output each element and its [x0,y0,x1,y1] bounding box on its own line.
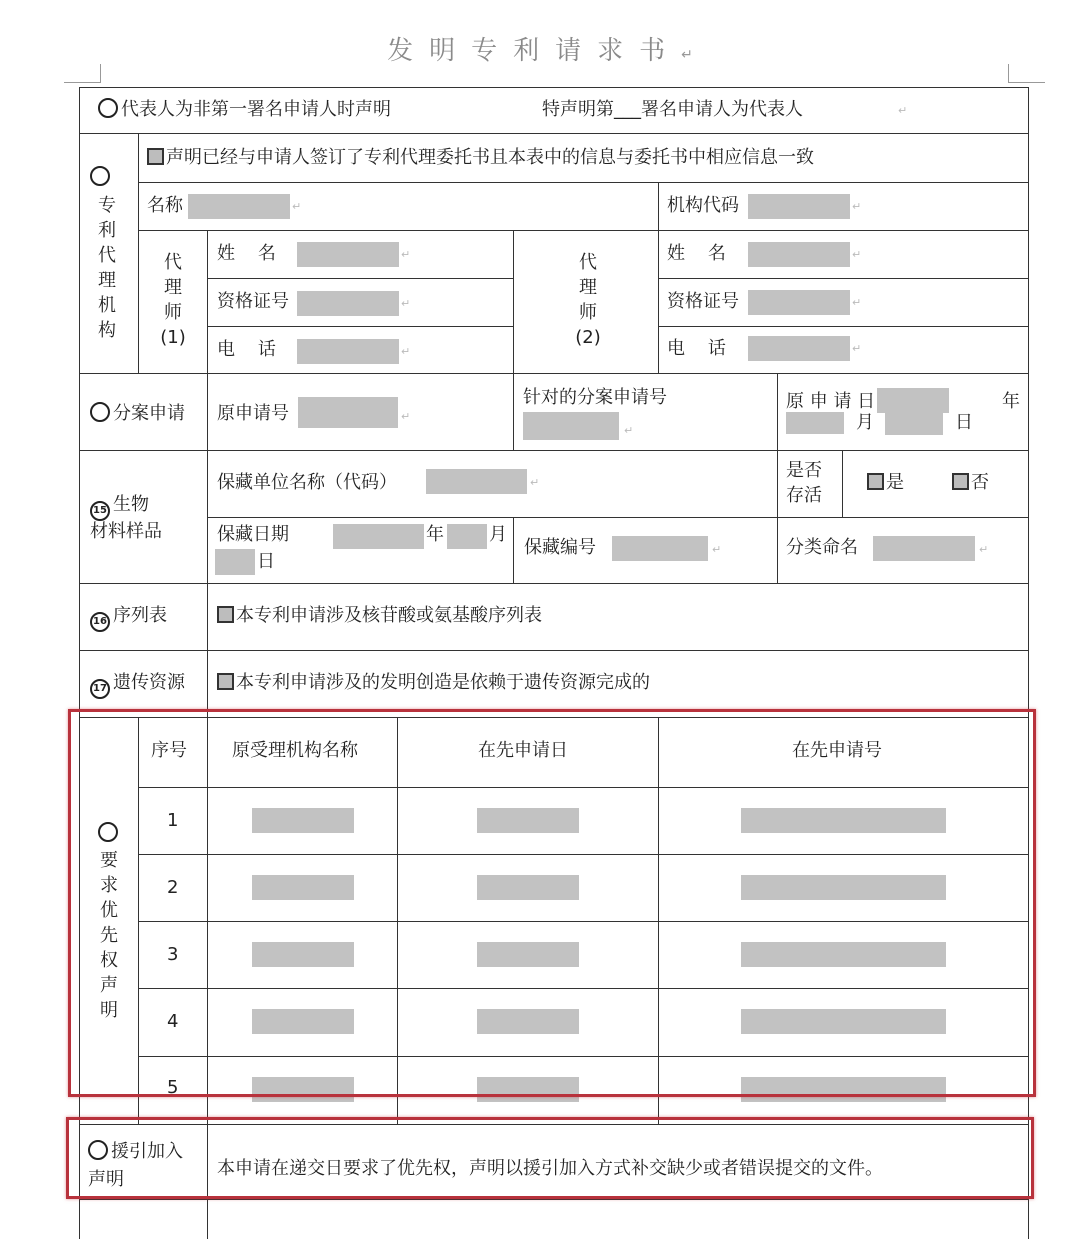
agency-section-number [90,166,113,190]
priority-row-index: 4 [167,1011,179,1032]
section-number-17-icon: 17 [90,679,110,699]
label-char: 师 [164,302,182,323]
priority-number-field[interactable] [741,942,946,967]
divisional-month-field[interactable] [786,412,844,434]
label-char: 代 [98,245,116,266]
genetic-label [90,671,185,699]
biomaterial-alive-no-checkbox[interactable] [952,471,989,495]
checkbox-icon[interactable] [147,148,164,165]
label-char: 声 [100,975,118,996]
biomaterial-deposit-year-field[interactable] [333,524,424,549]
checkbox-icon[interactable] [952,473,969,490]
priority-col-number: 在先申请号 [792,740,882,761]
representative-statement [542,98,803,122]
divisional-year-label: 年 [1002,391,1020,412]
priority-office-field[interactable] [252,1077,354,1102]
label-char: (2) [575,327,601,348]
biomaterial-deposit-date-label: 保藏日期 [217,524,289,545]
divisional-label [90,402,185,426]
agency-code-field[interactable] [748,194,850,219]
return-mark: ↵ [898,104,908,117]
agent2-name-field[interactable] [748,242,850,267]
agent1-phone-field[interactable] [297,339,399,364]
label-char: 利 [98,220,116,241]
priority-section-number [98,822,121,846]
return-mark: ↵ [401,248,411,261]
biomaterial-taxonomy-field[interactable] [873,536,975,561]
checkbox-icon[interactable] [867,473,884,490]
biomaterial-label [90,493,149,521]
priority-number-field[interactable] [741,1077,946,1102]
section-number-15-icon: 15 [90,501,110,521]
incorporation-label [88,1140,183,1164]
return-mark: ↵ [681,47,693,63]
section-number-icon [98,822,118,842]
priority-office-field[interactable] [252,942,354,967]
agent2-label [566,250,610,350]
section-number-icon [98,98,118,118]
agent2-cert-label: 资格证号 [667,291,739,312]
priority-col-index: 序号 [151,740,187,761]
label-char: 理 [579,277,597,298]
representative-label-text: 代表人为非第一署名申请人时声明 [121,99,391,120]
yes-label: 是 [886,472,904,493]
return-mark: ↵ [401,410,411,423]
label-char: 理 [164,277,182,298]
priority-date-field[interactable] [477,875,579,900]
agent1-cert-field[interactable] [297,291,399,316]
divisional-day-field[interactable] [885,410,943,435]
page-corner-mark-left [64,64,101,83]
priority-row-index: 3 [167,944,179,965]
representative-label [98,98,391,122]
return-mark: ↵ [292,200,302,213]
label-char: 先 [100,925,118,946]
agent1-name-field[interactable] [297,242,399,267]
biomaterial-deposit-day-field[interactable] [215,549,255,575]
divisional-label-text: 分案申请 [113,403,185,424]
no-label: 否 [971,472,989,493]
section-number-16-icon: 16 [90,612,110,632]
priority-number-field[interactable] [741,808,946,833]
biomaterial-label-line1: 生物 [113,494,149,515]
incorporation-label-line1: 援引加入 [111,1141,183,1162]
biomaterial-deposit-month-field[interactable] [447,524,487,549]
agency-code-label: 机构代码 [667,195,739,216]
return-mark: ↵ [852,296,862,309]
page-corner-mark-right [1008,64,1045,83]
divisional-day-label: 日 [955,412,973,433]
section-number-icon [88,1140,108,1160]
priority-date-field[interactable] [477,1077,579,1102]
label-char: 代 [164,252,182,273]
priority-office-field[interactable] [252,875,354,900]
priority-row-index: 1 [167,810,179,831]
checkbox-icon[interactable] [217,606,234,623]
sequence-label-text: 序列表 [113,605,167,626]
agent1-phone-label: 电 话 [217,339,276,360]
biomaterial-alive-yes-checkbox[interactable] [867,471,904,495]
label-char: 求 [100,875,118,896]
label-char: 优 [100,900,118,921]
label-char: 明 [100,1000,118,1021]
biomaterial-depositary-field[interactable] [426,469,527,494]
agency-section-label [92,193,122,343]
return-mark: ↵ [852,248,862,261]
representative-statement-text: 特声明第___署名申请人为代表人 [542,99,803,120]
section-number-icon [90,166,110,186]
label-char: 构 [98,320,116,341]
incorporation-statement: 本申请在递交日要求了优先权，声明以援引加入方式补交缺少或者错误提交的文件。 [217,1158,883,1179]
incorporation-label-line2: 声明 [88,1169,124,1190]
priority-number-field[interactable] [741,875,946,900]
priority-date-field[interactable] [477,942,579,967]
document-title [0,30,1080,67]
priority-number-field[interactable] [741,1009,946,1034]
return-mark: ↵ [624,424,634,437]
biomaterial-deposit-no-field[interactable] [612,536,708,561]
priority-office-field[interactable] [252,1009,354,1034]
agent1-name-label: 姓 名 [217,243,276,264]
genetic-option-text: 本专利申请涉及的发明创造是依赖于遗传资源完成的 [236,672,650,693]
return-mark: ↵ [852,200,862,213]
return-mark: ↵ [852,342,862,355]
return-mark: ↵ [712,543,722,556]
biomaterial-label-line2: 材料样品 [90,521,162,542]
agent1-label [148,250,198,350]
section-number-icon [90,402,110,422]
priority-date-field[interactable] [477,808,579,833]
label-char: 理 [98,270,116,291]
agency-declaration-text: 声明已经与申请人签订了专利代理委托书且本表中的信息与委托书中相应信息一致 [166,147,814,168]
priority-date-field[interactable] [477,1009,579,1034]
priority-col-date: 在先申请日 [478,740,568,761]
label-char: (1) [160,327,186,348]
agent1-cert-label: 资格证号 [217,291,289,312]
biomaterial-day-label: 日 [257,551,275,572]
divisional-original-no-label: 原申请号 [217,403,289,424]
biomaterial-year-label: 年 [426,524,444,545]
biomaterial-deposit-no-label: 保藏编号 [524,537,596,558]
priority-row-index: 5 [167,1077,179,1098]
priority-label [94,848,124,1023]
document-title-text: 发明专利请求书 [387,36,682,66]
next-row-stub-divider [207,1199,208,1239]
label-char: 师 [579,302,597,323]
agency-declaration-checkbox[interactable] [147,146,814,170]
return-mark: ↵ [979,543,989,556]
divisional-month-label: 月 [856,412,874,433]
label-char: 权 [100,950,118,971]
sequence-option-checkbox[interactable] [217,604,542,628]
label-char: 专 [98,195,116,216]
biomaterial-depositary-label: 保藏单位名称（代码） [217,472,397,493]
agent2-name-label: 姓 名 [667,243,726,264]
sequence-label [90,604,167,632]
agent2-cert-field[interactable] [748,290,850,315]
agent2-phone-label: 电 话 [667,338,726,359]
divisional-original-date-label: 原 申 请 日 [786,391,876,412]
sequence-option-text: 本专利申请涉及核苷酸或氨基酸序列表 [236,605,542,626]
biomaterial-month-label: 月 [489,524,507,545]
genetic-label-text: 遗传资源 [113,672,185,693]
divisional-original-no-field[interactable] [298,397,398,428]
divisional-target-no-field[interactable] [523,412,619,440]
priority-office-field[interactable] [252,808,354,833]
label-char: 机 [98,295,116,316]
return-mark: ↵ [401,297,411,310]
next-row-stub [79,1199,1029,1239]
return-mark: ↵ [401,345,411,358]
genetic-option-checkbox[interactable] [217,671,650,695]
divisional-target-no-label: 针对的分案申请号 [523,387,667,408]
label-char: 代 [579,252,597,273]
agency-name-field[interactable] [188,194,290,219]
agency-name-label: 名称 [147,195,183,216]
priority-col-office: 原受理机构名称 [232,740,358,761]
agent2-phone-field[interactable] [748,336,850,361]
biomaterial-taxonomy-label: 分类命名 [786,537,858,558]
checkbox-icon[interactable] [217,673,234,690]
return-mark: ↵ [530,476,540,489]
priority-row-index: 2 [167,877,179,898]
biomaterial-alive-label-line2: 存活 [786,485,822,506]
label-char: 要 [100,850,118,871]
biomaterial-alive-label-line1: 是否 [786,460,822,481]
